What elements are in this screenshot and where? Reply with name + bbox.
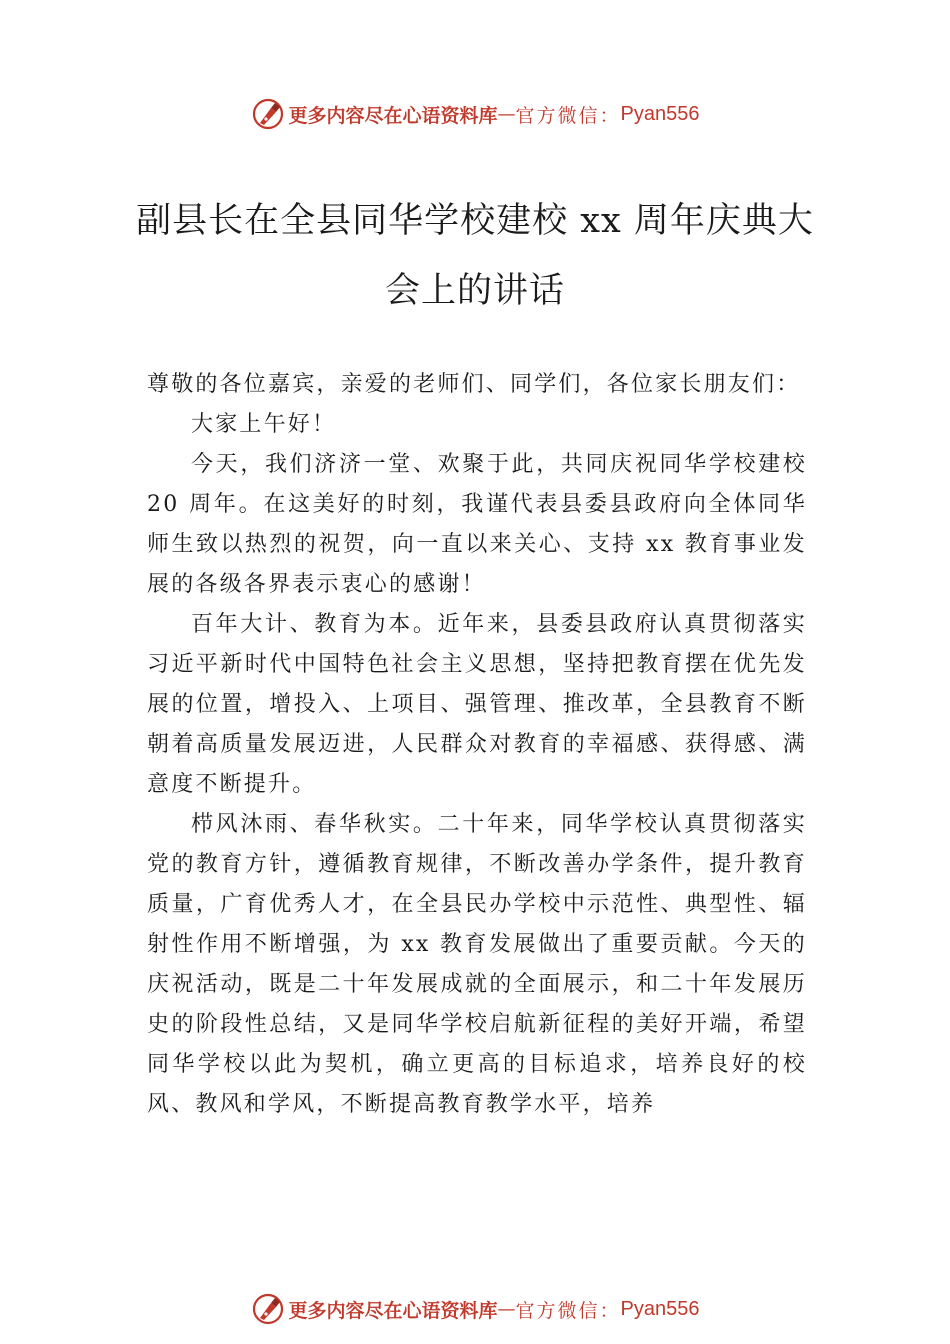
paragraph: 今天，我们济济一堂、欢聚于此，共同庆祝同华学校建校 20 周年。在这美好的时刻，我谨代表县委县政府向全体同华师生致以热烈的祝贺，向一直以来关心、支持 xx 教育事业发展的各级各界表示衷心的感谢！ (147, 452, 807, 597)
header-banner (0, 94, 950, 134)
banner-separator: — (497, 103, 516, 125)
banner-wechat-id: Pyan556 (620, 1297, 700, 1320)
paragraph: 栉风沐雨、春华秋实。二十年来，同华学校认真贯彻落实党的教育方针，遵循教育规律，不断改善办学条件，提升教育质量，广育优秀人才，在全县民办学校中示范性、典型性、辐射性作用不断增强，为 xx 教育发展做出了重要贡献。今天的庆祝活动，既是二十年发展成就的全面展示，和二十年发展历史的阶段性总结，又是同华学校启航新征程的美好开端，希望同华学校以此为契机，确立更高的目标追求，培养良好的校风、教风和学风，不断提高教育教学水平，培养 (147, 812, 807, 1117)
document-title (130, 186, 820, 326)
banner-wechat-id: Pyan556 (620, 102, 700, 125)
document-body (147, 365, 807, 1125)
banner-separator: — (497, 1298, 516, 1320)
banner-main-text: 更多内容尽在心语资料库 (288, 1299, 498, 1322)
title-line-2: 会上的讲话 (384, 271, 565, 311)
greeting: 大家上午好！ (191, 412, 337, 437)
banner-main-text: 更多内容尽在心语资料库 (288, 104, 498, 127)
salutation: 尊敬的各位嘉宾，亲爱的老师们、同学们，各位家长朋友们： (147, 372, 801, 397)
pen-nib-logo-icon (251, 1292, 285, 1326)
paragraph: 百年大计、教育为本。近年来，县委县政府认真贯彻落实习近平新时代中国特色社会主义思想，坚持把教育摆在优先发展的位置，增投入、上项目、强管理、推改革，全县教育不断朝着高质量发展迈进，人民群众对教育的幸福感、获得感、满意度不断提升。 (147, 612, 807, 797)
footer-banner (0, 1289, 950, 1329)
banner-wechat-label: 官方微信： (515, 1299, 621, 1322)
title-line-1: 副县长在全县同华学校建校 xx 周年庆典大 (136, 201, 814, 241)
banner-wechat-label: 官方微信： (515, 104, 621, 127)
pen-nib-logo-icon (251, 97, 285, 131)
